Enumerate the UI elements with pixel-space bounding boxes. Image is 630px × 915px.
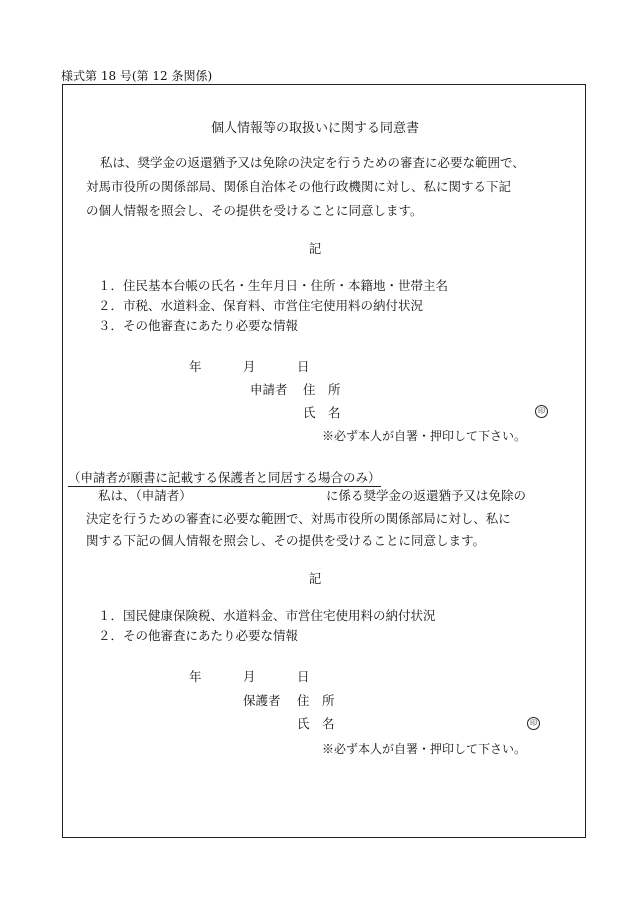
signature-note: ※必ず本人が自署・押印して下さい。 [322,429,527,443]
signature-note: ※必ず本人が自署・押印して下さい。 [322,742,527,756]
guardian-condition-heading: （申請者が願書に記載する保護者と同居する場合のみ） [68,470,381,485]
applicant-role-label: 申請者 [250,382,288,397]
document-title: 個人情報等の取扱いに関する同意書 [210,121,419,136]
guardian-role-label: 保護者 [243,693,281,708]
consent-paragraph-line: 対馬市役所の関係部局、関係自治体その他行政機関に対し、私に関する下記 [86,179,512,194]
list-item: ２．その他審査にあたり必要な情報 [98,628,299,643]
name-label: 氏 名 [297,716,335,731]
seal-icon: 印 [527,717,540,730]
list-item: ２．市税、水道料金、保育料、市営住宅使用料の納付状況 [98,298,424,313]
ki-heading: 記 [308,241,322,256]
date-year-label: 年 [189,359,202,374]
consent-paragraph-line: の個人情報を照会し、その提供を受けることに同意します。 [86,203,423,218]
date-year-label: 年 [189,669,202,684]
address-label: 住 所 [303,382,341,397]
consent-paragraph-line: 関する下記の個人情報を照会し、その提供を受けることに同意します。 [86,533,486,548]
date-month-label: 月 [243,669,256,684]
address-label: 住 所 [297,693,335,708]
list-item: ３．その他審査にあたり必要な情報 [98,318,299,333]
list-item: １．国民健康保険税、水道料金、市営住宅使用料の納付状況 [98,608,436,623]
guardian-intro-prefix: 私は、（申請者） [98,488,192,503]
consent-paragraph-line: 私は、奨学金の返還猶予又は免除の決定を行うための審査に必要な範囲で、 [100,155,525,170]
guardian-intro-suffix: に係る奨学金の返還猶予又は免除の [326,488,527,503]
consent-paragraph-line: 決定を行うための審査に必要な範囲で、対馬市役所の関係部局に対し、私に [86,511,511,526]
seal-icon: 印 [535,405,548,418]
ki-heading: 記 [308,571,322,586]
date-day-label: 日 [297,669,310,684]
date-month-label: 月 [243,359,256,374]
name-label: 氏 名 [303,405,341,420]
list-item: １．住民基本台帳の氏名・生年月日・住所・本籍地・世帯主名 [98,278,449,293]
form-number: 様式第 18 号(第 12 条関係) [61,69,213,83]
date-day-label: 日 [297,359,310,374]
